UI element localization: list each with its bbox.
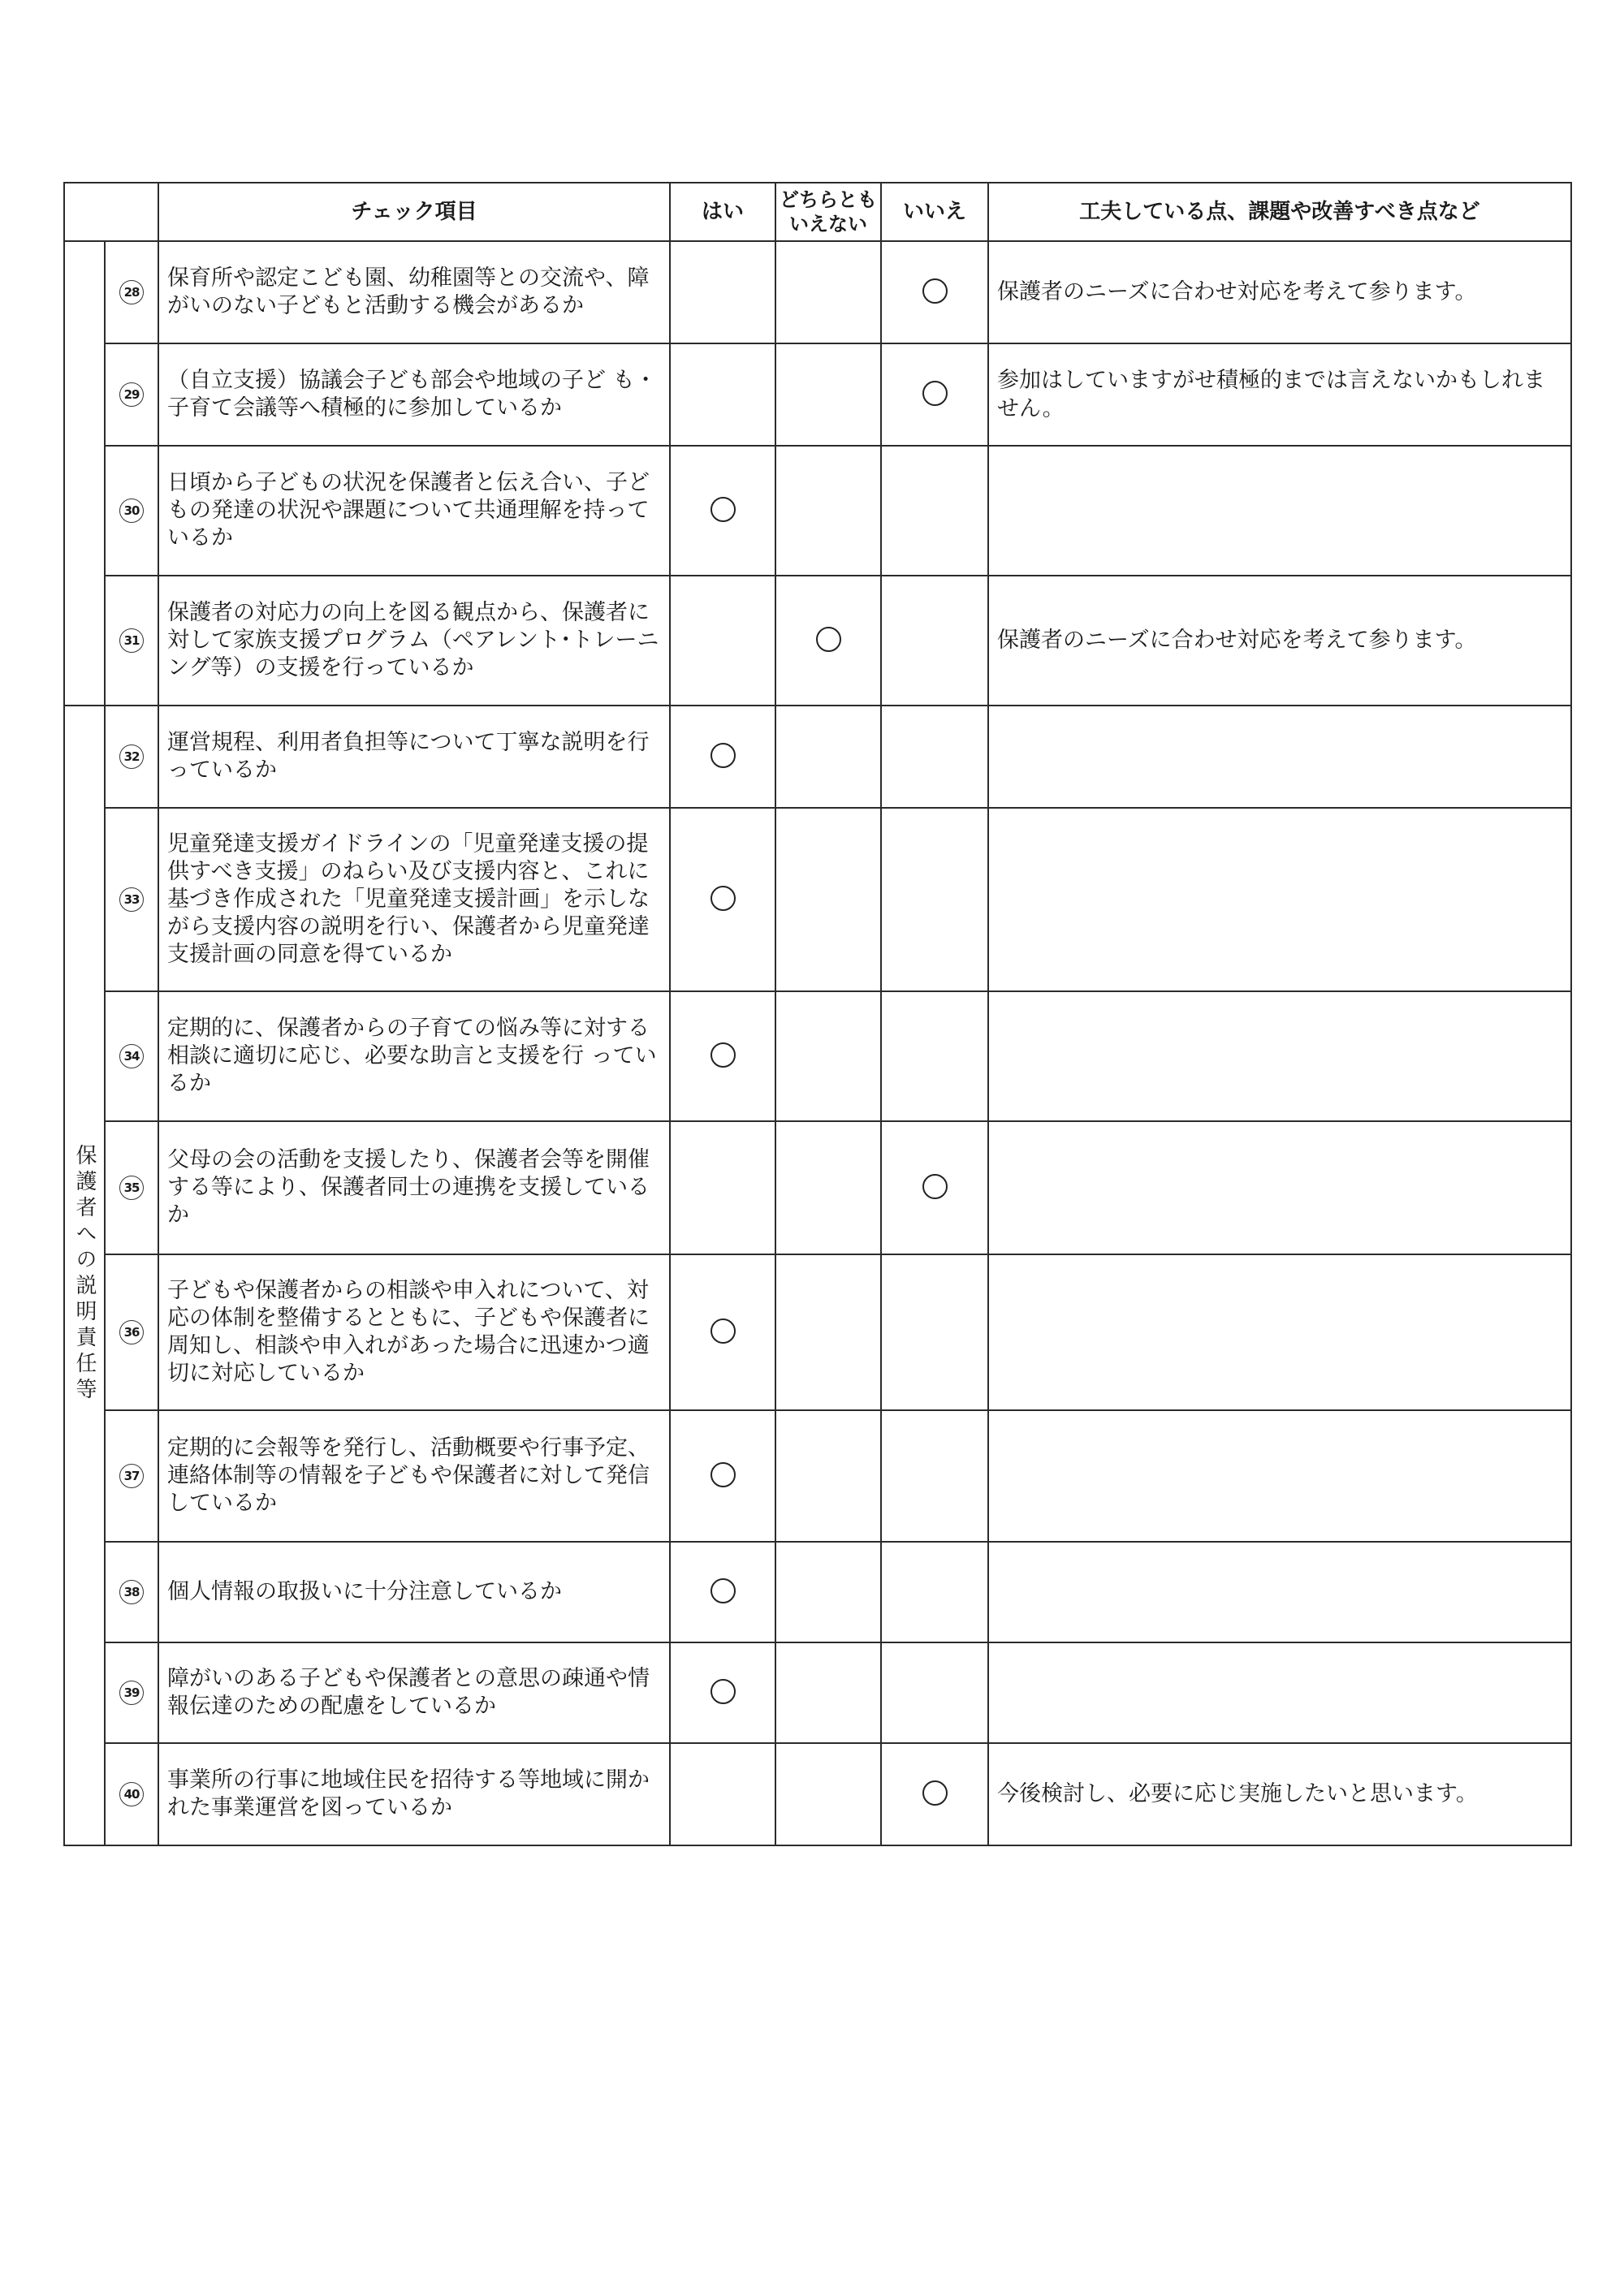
table-row <box>64 1642 1571 1743</box>
answer-yes-cell <box>670 1542 775 1642</box>
item-number: 36 <box>119 1320 144 1344</box>
check-item-text: （自立支援）協議会子ども部会や地域の子ど も・子育て会議等へ積極的に参加しているか <box>158 343 670 446</box>
answer-no-cell <box>881 576 988 706</box>
answer-yes-cell <box>670 343 775 446</box>
check-item-text: 保護者の対応力の向上を図る観点から、保護者に対して家族支援プログラム（ペアレント･トレーニング等）の支援を行っているか <box>158 576 670 706</box>
check-item-text: 事業所の行事に地域住民を招待する等地域に開かれた事業運営を図っているか <box>158 1743 670 1845</box>
answer-yes-cell <box>670 991 775 1121</box>
item-number-cell <box>105 576 158 706</box>
answer-no-cell <box>881 1542 988 1642</box>
answer-yes-cell <box>670 1254 775 1410</box>
item-number: 28 <box>119 280 144 304</box>
answer-yes-cell <box>670 1743 775 1845</box>
check-item-text: 子どもや保護者からの相談や申入れについて、対応の体制を整備するとともに、子どもや保護者に周知し、相談や申入れがあった場合に迅速かつ適切に対応しているか <box>158 1254 670 1410</box>
item-number-cell <box>105 1121 158 1254</box>
note-text: 参加はしていますがせ積極的までは言えないかもしれません。 <box>988 343 1571 446</box>
item-number: 38 <box>119 1580 144 1604</box>
check-item-text: 日頃から子どもの状況を保護者と伝え合い、子どもの発達の状況や課題について共通理解を持っているか <box>158 446 670 576</box>
table-row <box>64 1121 1571 1254</box>
circle-mark-icon <box>922 1174 948 1199</box>
answer-neither-cell <box>775 706 881 808</box>
item-number-cell <box>105 446 158 576</box>
header-neither: どちらとも いえない <box>775 183 881 241</box>
table-row <box>64 343 1571 446</box>
answer-no-cell <box>881 343 988 446</box>
note-text <box>988 1121 1571 1254</box>
item-number: 32 <box>119 744 144 769</box>
answer-yes-cell <box>670 241 775 343</box>
circle-mark-icon <box>710 1318 736 1344</box>
item-number: 39 <box>119 1681 144 1705</box>
item-number-cell <box>105 1410 158 1542</box>
item-number-cell <box>105 241 158 343</box>
table-row <box>64 241 1571 343</box>
check-item-text: 定期的に、保護者からの子育ての悩み等に対する相談に適切に応じ、必要な助言と支援を行 っているか <box>158 991 670 1121</box>
circle-mark-icon <box>710 497 736 522</box>
answer-neither-cell <box>775 1254 881 1410</box>
circle-mark-icon <box>710 1462 736 1487</box>
item-number-cell <box>105 1642 158 1743</box>
item-number: 29 <box>119 382 144 407</box>
item-number: 31 <box>119 628 144 653</box>
answer-no-cell <box>881 808 988 991</box>
item-number-cell <box>105 1254 158 1410</box>
answer-no-cell <box>881 241 988 343</box>
checklist-table <box>63 182 1572 1846</box>
item-number: 40 <box>119 1782 144 1806</box>
header-check-item: チェック項目 <box>158 183 670 241</box>
section-cell-upper <box>64 241 105 706</box>
item-number: 33 <box>119 887 144 912</box>
table-row <box>64 1410 1571 1542</box>
answer-yes-cell <box>670 576 775 706</box>
answer-yes-cell <box>670 1642 775 1743</box>
section-cell-parents <box>64 706 105 1845</box>
table-row <box>64 706 1571 808</box>
note-text <box>988 1254 1571 1410</box>
item-number-cell <box>105 706 158 808</box>
note-text: 保護者のニーズに合わせ対応を考えて参ります。 <box>988 576 1571 706</box>
circle-mark-icon <box>922 381 948 406</box>
answer-no-cell <box>881 1254 988 1410</box>
item-number: 37 <box>119 1464 144 1488</box>
answer-neither-cell <box>775 1743 881 1845</box>
item-number: 30 <box>119 498 144 523</box>
check-item-text: 個人情報の取扱いに十分注意しているか <box>158 1542 670 1642</box>
header-yes: はい <box>670 183 775 241</box>
header-blank <box>64 183 158 241</box>
item-number-cell <box>105 808 158 991</box>
header-notes: 工夫している点、課題や改善すべき点など <box>988 183 1571 241</box>
note-text <box>988 991 1571 1121</box>
check-item-text: 保育所や認定こども園、幼稚園等との交流や、障がいのない子どもと活動する機会があるか <box>158 241 670 343</box>
check-item-text: 運営規程、利用者負担等について丁寧な説明を行っているか <box>158 706 670 808</box>
table-row <box>64 446 1571 576</box>
circle-mark-icon <box>710 743 736 768</box>
answer-neither-cell <box>775 446 881 576</box>
answer-neither-cell <box>775 576 881 706</box>
check-item-text: 児童発達支援ガイドラインの「児童発達支援の提供すべき支援」のねらい及び支援内容と、これに基づき作成された「児童発達支援計画」を示しながら支援内容の説明を行い、保護者から児童発達支援計画の同意を得ているか <box>158 808 670 991</box>
answer-yes-cell <box>670 1121 775 1254</box>
note-text <box>988 1642 1571 1743</box>
item-number-cell <box>105 991 158 1121</box>
answer-no-cell <box>881 1743 988 1845</box>
note-text: 今後検討し、必要に応じ実施したいと思います。 <box>988 1743 1571 1845</box>
note-text <box>988 808 1571 991</box>
table-row <box>64 1254 1571 1410</box>
answer-yes-cell <box>670 706 775 808</box>
check-item-text: 障がいのある子どもや保護者との意思の疎通や情報伝達のための配慮をしているか <box>158 1642 670 1743</box>
answer-neither-cell <box>775 1542 881 1642</box>
circle-mark-icon <box>710 886 736 911</box>
note-text <box>988 1410 1571 1542</box>
answer-neither-cell <box>775 991 881 1121</box>
note-text <box>988 446 1571 576</box>
note-text <box>988 1542 1571 1642</box>
note-text <box>988 706 1571 808</box>
answer-neither-cell <box>775 1642 881 1743</box>
item-number: 34 <box>119 1044 144 1068</box>
circle-mark-icon <box>710 1042 736 1068</box>
table-row <box>64 991 1571 1121</box>
circle-mark-icon <box>922 1780 948 1806</box>
answer-neither-cell <box>775 808 881 991</box>
answer-no-cell <box>881 446 988 576</box>
table-row <box>64 1542 1571 1642</box>
header-no: いいえ <box>881 183 988 241</box>
header-row <box>64 183 1571 241</box>
answer-yes-cell <box>670 446 775 576</box>
note-text: 保護者のニーズに合わせ対応を考えて参ります。 <box>988 241 1571 343</box>
item-number-cell <box>105 1542 158 1642</box>
answer-no-cell <box>881 1121 988 1254</box>
circle-mark-icon <box>710 1578 736 1603</box>
circle-mark-icon <box>710 1679 736 1704</box>
answer-neither-cell <box>775 1121 881 1254</box>
answer-yes-cell <box>670 1410 775 1542</box>
item-number-cell <box>105 343 158 446</box>
section-label: 保護者への説明責任等 <box>72 1144 97 1404</box>
answer-no-cell <box>881 1410 988 1542</box>
table-row <box>64 1743 1571 1845</box>
answer-no-cell <box>881 991 988 1121</box>
item-number-cell <box>105 1743 158 1845</box>
check-item-text: 定期的に会報等を発行し、活動概要や行事予定、連絡体制等の情報を子どもや保護者に対して発信しているか <box>158 1410 670 1542</box>
table-row <box>64 576 1571 706</box>
answer-neither-cell <box>775 1410 881 1542</box>
table-row <box>64 808 1571 991</box>
circle-mark-icon <box>922 278 948 304</box>
circle-mark-icon <box>816 627 841 652</box>
answer-no-cell <box>881 1642 988 1743</box>
check-item-text: 父母の会の活動を支援したり、保護者会等を開催する等により、保護者同士の連携を支援しているか <box>158 1121 670 1254</box>
answer-neither-cell <box>775 343 881 446</box>
answer-no-cell <box>881 706 988 808</box>
answer-yes-cell <box>670 808 775 991</box>
answer-neither-cell <box>775 241 881 343</box>
item-number: 35 <box>119 1176 144 1200</box>
